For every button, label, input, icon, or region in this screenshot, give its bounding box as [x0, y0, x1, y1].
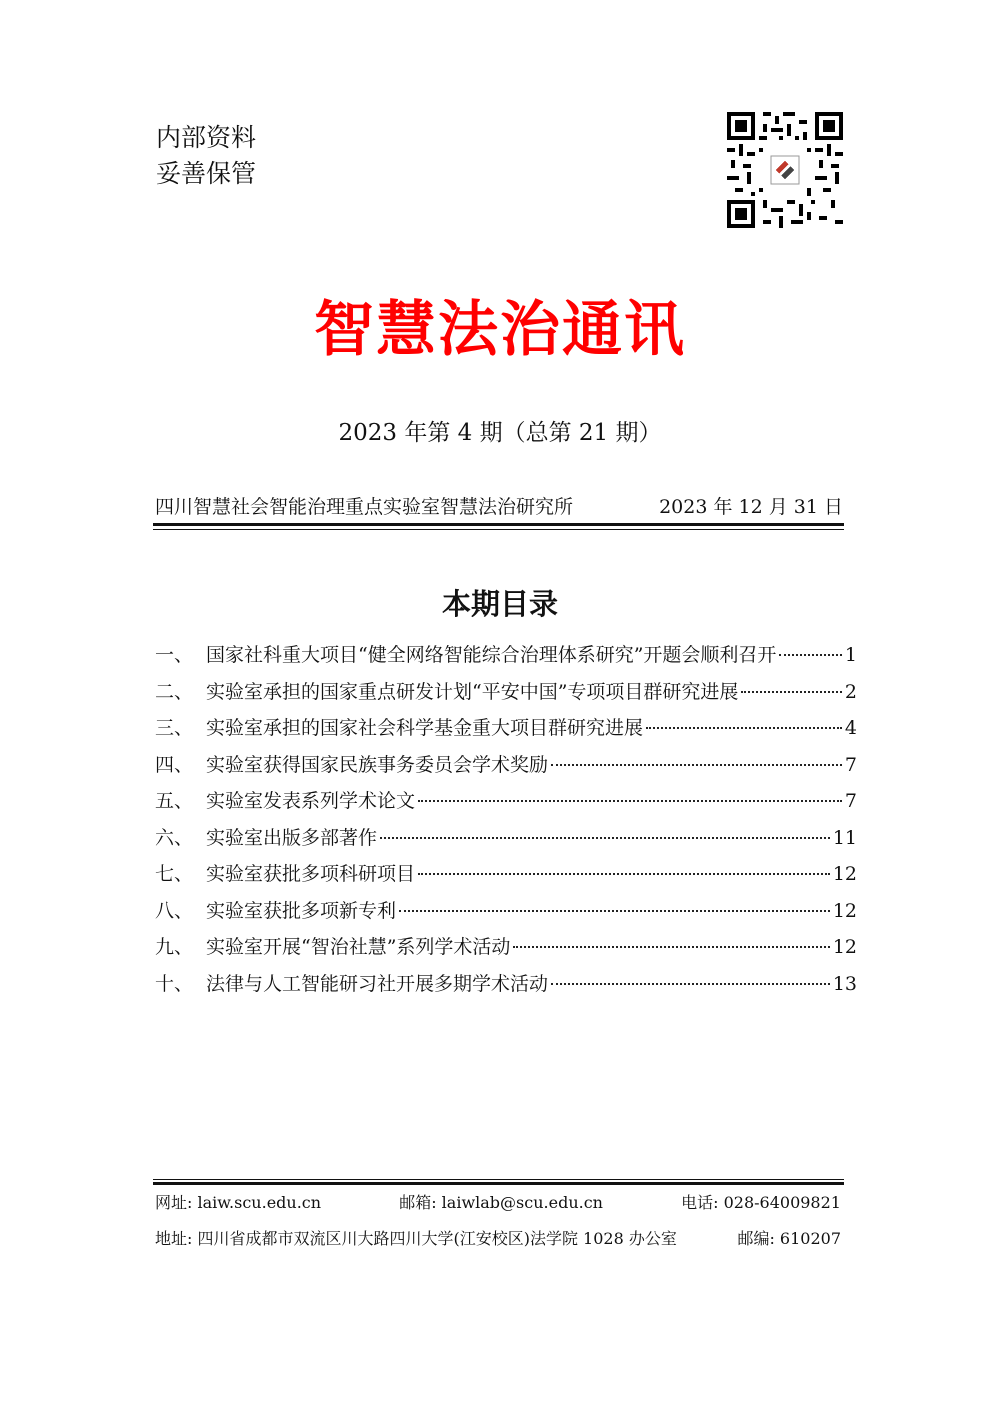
toc-item[interactable]: [155, 786, 857, 823]
publisher-name: 四川智慧社会智能治理重点实验室智慧法治研究所: [155, 496, 574, 518]
toc-item-page: 7: [844, 790, 857, 812]
toc-item[interactable]: [155, 823, 857, 860]
toc-item-title: 法律与人工智能研习社开展多期学术活动: [206, 972, 549, 995]
toc-item-number: 二、: [155, 680, 194, 703]
toc-leader-dots: [418, 873, 830, 875]
confidential-line-keep-safe: 妥善保管: [156, 159, 257, 188]
toc-item-number: 七、: [155, 863, 194, 885]
toc-leader-dots: [741, 691, 841, 693]
toc-item-page: 11: [832, 826, 857, 849]
toc-item-number: 四、: [155, 753, 194, 776]
toc-item[interactable]: [155, 713, 857, 750]
toc-leader-dots: [513, 946, 829, 948]
toc-item-title: 实验室获批多项科研项目: [206, 863, 416, 885]
toc-item-title: 国家社科重大项目“健全网络智能综合治理体系研究”开题会顺利召开: [206, 644, 777, 666]
toc-item[interactable]: [155, 859, 857, 896]
footer-address-row: [155, 1226, 841, 1249]
toc-item-number: 五、: [155, 790, 194, 812]
publisher-row: [155, 492, 843, 519]
toc-item-number: 十、: [155, 972, 194, 995]
toc-item-page: 1: [844, 644, 857, 666]
header-rule-thick: [153, 523, 844, 526]
toc-item-number: 九、: [155, 936, 194, 958]
toc-leader-dots: [380, 837, 830, 839]
toc-item[interactable]: [155, 750, 857, 787]
footer-rule-thick: [153, 1182, 844, 1185]
footer-website[interactable]: 网址: laiw.scu.edu.cn: [155, 1193, 322, 1212]
toc-item-title: 实验室获得国家民族事务委员会学术奖励: [206, 753, 549, 776]
qr-code-icon: [727, 112, 843, 228]
toc-item[interactable]: [155, 932, 857, 969]
header-rule-thin: [153, 529, 844, 530]
toc-leader-dots: [551, 983, 830, 985]
toc-item-title: 实验室承担的国家重点研发计划“平安中国”专项项目群研究进展: [206, 680, 739, 703]
toc-item[interactable]: [155, 896, 857, 933]
footer-email[interactable]: 邮箱: laiwlab@scu.edu.cn: [399, 1193, 603, 1212]
confidential-notice: [156, 120, 256, 192]
toc-item-page: 7: [844, 753, 857, 776]
issue-number: 2023 年第 4 期（总第 21 期）: [338, 420, 662, 446]
toc-item-number: 六、: [155, 826, 194, 849]
toc-item-number: 三、: [155, 717, 194, 739]
toc-item-page: 4: [844, 717, 857, 739]
footer-address: 地址: 四川省成都市双流区川大路四川大学(江安校区)法学院 1028 办公室: [155, 1229, 677, 1248]
toc-item[interactable]: [155, 640, 857, 677]
toc-leader-dots: [779, 654, 841, 656]
toc-leader-dots: [399, 910, 830, 912]
toc-item-page: 13: [832, 972, 857, 995]
toc-leader-dots: [418, 800, 842, 802]
toc-item[interactable]: [155, 677, 857, 714]
toc-leader-dots: [646, 727, 842, 729]
toc-title: 本期目录: [441, 587, 558, 621]
confidential-line-internal: 内部资料: [156, 123, 257, 152]
toc-leader-dots: [551, 764, 842, 766]
footer-phone: 电话: 028-64009821: [681, 1193, 841, 1212]
toc-item-page: 2: [844, 680, 857, 703]
toc-item-page: 12: [832, 863, 857, 885]
toc-item-title: 实验室承担的国家社会科学基金重大项目群研究进展: [206, 717, 644, 739]
table-of-contents: [155, 640, 857, 1005]
publication-date: 2023 年 12 月 31 日: [659, 496, 843, 518]
toc-item-number: 一、: [155, 644, 194, 666]
footer-contact-row: [155, 1190, 841, 1213]
toc-item-page: 12: [832, 936, 857, 958]
toc-item-title: 实验室开展“智治社慧”系列学术活动: [206, 936, 511, 958]
toc-item-title: 实验室获批多项新专利: [206, 899, 397, 922]
toc-item-page: 12: [832, 899, 857, 922]
toc-item-title: 实验室出版多部著作: [206, 826, 378, 849]
toc-item-number: 八、: [155, 899, 194, 922]
footer-postcode: 邮编: 610207: [737, 1229, 841, 1248]
toc-item[interactable]: [155, 969, 857, 1006]
footer-rule-thin: [153, 1179, 844, 1180]
newsletter-title: 智慧法治通讯: [314, 295, 686, 365]
toc-item-title: 实验室发表系列学术论文: [206, 790, 416, 812]
